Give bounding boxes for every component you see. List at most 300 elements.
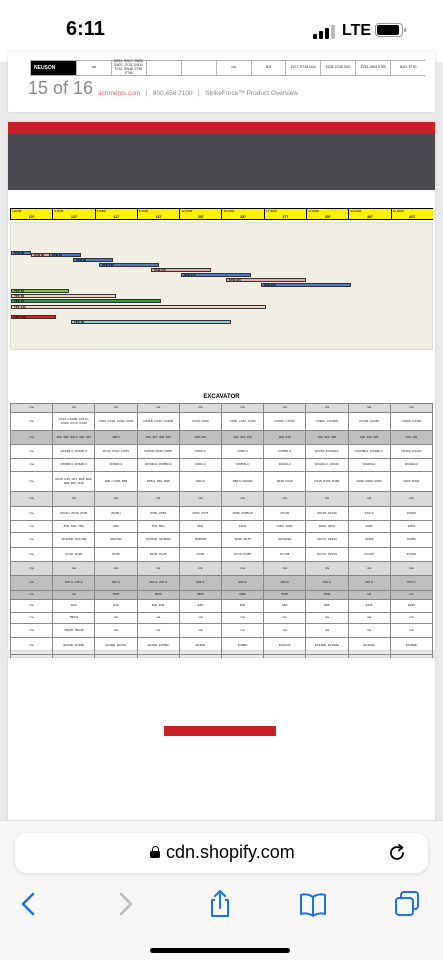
- table-cell: 470 G: [348, 576, 390, 591]
- table-cell: E16: [95, 600, 137, 613]
- header-red-band: [164, 726, 276, 736]
- table-cell: PC290: [390, 548, 432, 562]
- table-row: [11, 562, 433, 576]
- compatibility-table: [10, 403, 433, 693]
- table-cell: ZX85, ZX85US: [221, 507, 263, 521]
- table-cell: E45: [179, 600, 221, 613]
- table-cell: TB216: [53, 613, 95, 624]
- table-cell: 316, 318: [264, 431, 306, 445]
- weight-class-cell: [348, 208, 390, 220]
- table-cell: 160 G: [95, 576, 137, 591]
- table-cell: DX140-3: [264, 459, 306, 472]
- table-cell: n/a: [390, 613, 432, 624]
- table-cell: n/a: [11, 562, 53, 576]
- table-row: [11, 600, 433, 613]
- table-cell: 350 G: [264, 576, 306, 591]
- table-cell: n/a: [11, 624, 53, 638]
- table-cell: n/a: [348, 613, 390, 624]
- table-cell: DX350, DX420: [390, 445, 432, 459]
- table-cell: 9500: [306, 591, 348, 600]
- weight-class-cell: [52, 208, 94, 220]
- range-bar: [261, 283, 351, 287]
- table-cell: n/a: [95, 613, 137, 624]
- table-cell: n/a: [306, 613, 348, 624]
- range-bar: [11, 315, 56, 319]
- table-row: [11, 431, 433, 445]
- table-cell: EZ53, 8003 ET65: [355, 61, 390, 75]
- table-cell: EC88D: [221, 638, 263, 655]
- table-cell: n/a: [53, 591, 95, 600]
- table-cell: R145, R160, R180: [306, 472, 348, 492]
- range-bar: [11, 299, 161, 303]
- table-cell: n/a: [216, 61, 251, 75]
- pdf-page-next: [8, 658, 435, 828]
- table-cell: R30-7, R35, R55: [95, 472, 137, 492]
- table-cell: n/a: [95, 404, 137, 413]
- table-cell: n/a: [264, 624, 306, 638]
- table-cell: DX35R-3, DX62R-3: [53, 459, 95, 472]
- table-cell: 5000: [137, 591, 179, 600]
- table-cell: PC240: [348, 548, 390, 562]
- weight-class-weight: 8,000#: [138, 209, 149, 213]
- range-bar-label: STB 65: [52, 253, 63, 257]
- table-cell: 308, 310: [179, 431, 221, 445]
- table-cell: n/a: [11, 600, 53, 613]
- table-cell: n/a: [53, 562, 95, 576]
- weight-class-model: 607: [409, 215, 416, 219]
- table-cell: n/a: [390, 492, 432, 507]
- range-bar-label: TPC 75: [14, 299, 25, 303]
- table-cell: 75G, 85G: [137, 521, 179, 533]
- table-cell: n/a: [306, 624, 348, 638]
- table-cell: E145: [348, 600, 390, 613]
- table-row: [11, 404, 433, 413]
- table-row: [11, 507, 433, 521]
- table-cell: 3500: [95, 591, 137, 600]
- table-cell: DX85R-3: [264, 445, 306, 459]
- table-cell: ECR145: [264, 638, 306, 655]
- table-cell: R220, R250, R290: [348, 472, 390, 492]
- table-row: [11, 576, 433, 591]
- weight-class-cell: [391, 208, 433, 220]
- table-cell: n/a: [390, 591, 432, 600]
- footer-phone: 800.456.7100: [152, 90, 193, 97]
- table-row: [11, 638, 433, 655]
- table-cell: n/a: [179, 404, 221, 413]
- table-row: [11, 548, 433, 562]
- table-cell: n/a: [306, 562, 348, 576]
- table-cell: 8500: [264, 591, 306, 600]
- table-cell: 130 G, 135 G: [53, 576, 95, 591]
- table-cell: n/a: [76, 61, 111, 75]
- weight-class-cell: [306, 208, 348, 220]
- table-cell: 326, 330, 335: [348, 431, 390, 445]
- weight-class-weight: 3,000#: [54, 209, 64, 213]
- table-cell: n/a: [221, 492, 263, 507]
- table-cell: n/a: [137, 613, 179, 624]
- weight-class-weight: 12,000#: [181, 209, 193, 213]
- range-bar: [151, 268, 211, 272]
- table-cell: n/a: [221, 562, 263, 576]
- table-cell: [181, 61, 216, 75]
- table-cell: ZX130: [264, 507, 306, 521]
- table-cell: DX35Z, DX42, DX55: [137, 445, 179, 459]
- range-bar-label: TPC 110: [14, 315, 26, 319]
- table-cell: n/a: [264, 562, 306, 576]
- table-cell: n/a: [11, 413, 53, 431]
- table-cell: 50G, 60G, 75G: [53, 521, 95, 533]
- table-cell: SK55SR: [179, 533, 221, 548]
- table-cell: 6000: [221, 591, 263, 600]
- signal-icon: [313, 25, 335, 39]
- table-row: [11, 492, 433, 507]
- range-bar: [11, 305, 266, 309]
- table-cell: ZX50, ZX60: [137, 507, 179, 521]
- page-number: 15 of 16: [28, 78, 94, 98]
- table-cell: CX55, CX57, CX60: [221, 413, 263, 431]
- weight-class-cell: [179, 208, 221, 220]
- table-cell: n/a: [348, 562, 390, 576]
- table-cell: SK10SR, SK17SR: [53, 533, 95, 548]
- table-cell: ZX17U, ZX26, ZX35: [53, 507, 95, 521]
- table-cell: 210G: [348, 521, 390, 533]
- weight-class-weight: 17,000#: [265, 209, 277, 213]
- table-cell: n/a: [11, 459, 53, 472]
- table-cell: CX31B, CX35, CX36B: [137, 413, 179, 431]
- table-cell: n/a: [179, 562, 221, 576]
- table-cell: n/a: [306, 404, 348, 413]
- table-cell: 130G: [221, 521, 263, 533]
- table-row: [11, 521, 433, 533]
- range-bar: [11, 251, 31, 255]
- table-cell: EC35D, EC55D: [137, 638, 179, 655]
- table-cell: R80-9, R100W: [221, 472, 263, 492]
- table-cell: DX300LC: [348, 459, 390, 472]
- range-bar-label: STB 85: [34, 253, 45, 257]
- table-cell: R12S, R15, R17, R18, R22, R25, R27, R30: [53, 472, 95, 492]
- weight-class-model: 117: [113, 215, 120, 219]
- table-cell: E26, E35: [137, 600, 179, 613]
- table-cell: DX60-3: [221, 445, 263, 459]
- table-cell: n/a: [137, 562, 179, 576]
- weight-class-model: 137: [155, 215, 162, 219]
- table-cell: 290 G: [221, 576, 263, 591]
- table-cell: EZ17, ET38 1404: [285, 61, 320, 75]
- range-bar-label: STB 60: [14, 251, 25, 255]
- weight-class-model: 407: [367, 215, 373, 219]
- table-cell: EC160E, EC220E: [306, 638, 348, 655]
- header-dark-band: [8, 134, 435, 190]
- range-bar: [226, 278, 306, 282]
- range-bar-label: TPC 90: [74, 320, 85, 324]
- range-bar-label: TPC 85: [14, 294, 25, 298]
- table-cell: SK85, SK75: [221, 533, 263, 548]
- reload-icon[interactable]: [387, 843, 407, 863]
- table-row: [11, 445, 433, 459]
- table-cell: E60: [264, 600, 306, 613]
- table-cell: 135G, 160G: [264, 521, 306, 533]
- table-cell: n/a: [53, 404, 95, 413]
- table-cell: EC20E, EC27D: [95, 638, 137, 655]
- table-cell: R60-9: [179, 472, 221, 492]
- table-cell: SK27SR: [95, 533, 137, 548]
- range-bar: [49, 253, 81, 257]
- table-cell: PC170, PC210: [306, 548, 348, 562]
- range-bar: [99, 263, 159, 267]
- table-cell: n/a: [264, 613, 306, 624]
- weight-class-header: [10, 208, 433, 220]
- table-cell: EC60E: [179, 638, 221, 655]
- table-cell: SK350: [390, 533, 432, 548]
- table-cell: n/a: [179, 613, 221, 624]
- table-cell: CX145, CX235: [348, 413, 390, 431]
- table-cell: n/a: [264, 492, 306, 507]
- table-cell: SK170, SK210: [306, 533, 348, 548]
- table-cell: n/a: [11, 445, 53, 459]
- table-cell: PC35, PC45: [137, 548, 179, 562]
- table-cell: 302, 303, 303.5, 304, 305: [53, 431, 95, 445]
- table-cell: n/a: [221, 624, 263, 638]
- tabs-icon[interactable]: [392, 889, 422, 919]
- footer-url: achments.com: [98, 90, 141, 97]
- table-cell: ZX135, ZX160: [306, 507, 348, 521]
- table-cell: CX60C, CX75C: [264, 413, 306, 431]
- table-cell: 8003, ET90: [390, 61, 425, 75]
- table-cell: 245 G: [179, 576, 221, 591]
- footer-title: StrikeForce™ Product Overview: [205, 90, 298, 97]
- table-cell: 370 G: [306, 576, 348, 591]
- weight-class-cell: [95, 208, 137, 220]
- table-cell: 210 G, 225 G: [137, 576, 179, 591]
- table-cell: n/a: [53, 492, 95, 507]
- table-cell: E50: [221, 600, 263, 613]
- table-cell: CX24, CX26, CX30, CX31: [95, 413, 137, 431]
- table-cell: n/a: [264, 404, 306, 413]
- table-cell: E10: [53, 600, 95, 613]
- range-bar: [11, 289, 69, 293]
- weight-class-cell: [10, 208, 52, 220]
- page-footer: achments.com | 800.456.7100 | StrikeForce™ Product Overview: [98, 90, 298, 97]
- pdf-page-previous: [8, 52, 435, 112]
- table-cell: 245G: [390, 521, 432, 533]
- weight-class-weight: 15,000#: [223, 209, 235, 213]
- table-cell: TB225, TB235: [53, 624, 95, 638]
- table-cell: n/a: [179, 492, 221, 507]
- table-row: [11, 591, 433, 600]
- table-cell: ZX290: [390, 507, 432, 521]
- table-cell: n/a: [390, 624, 432, 638]
- header-red-band: [8, 122, 435, 134]
- table-cell: EZ28, EZ38 1501: [320, 61, 355, 75]
- weight-class-model: 127: [71, 215, 77, 219]
- range-chart: [10, 222, 433, 350]
- range-bar-label: STB 140: [184, 273, 196, 277]
- share-icon[interactable]: [205, 889, 235, 919]
- table-cell: R125, R140: [264, 472, 306, 492]
- table-cell: PC18, PC20: [53, 548, 95, 562]
- table-cell: 306, 307, 308, 309: [137, 431, 179, 445]
- range-bar-label: TPC 100: [14, 305, 26, 309]
- table-row: [11, 613, 433, 624]
- table-cell: 305.5: [95, 431, 137, 445]
- table-cell: n/a: [11, 591, 53, 600]
- table-cell: ZX60, ZX75: [179, 507, 221, 521]
- pdf-viewer[interactable]: [0, 59, 443, 820]
- brand-cell: NEUSON: [30, 61, 76, 75]
- weight-class-weight: 30,000#: [350, 209, 362, 213]
- table-cell: 320, 323, 325: [306, 431, 348, 445]
- table-cell: R55-9, R60, R80: [137, 472, 179, 492]
- table-cell: E85: [306, 600, 348, 613]
- table-cell: DX420LC: [390, 459, 432, 472]
- browser-bottom-bar: [0, 820, 443, 960]
- table-cell: 5500: [179, 591, 221, 600]
- table-cell: n/a: [11, 613, 53, 624]
- table-cell: 160G, 180G: [306, 521, 348, 533]
- weight-class-model: 207: [197, 215, 204, 219]
- table-cell: CX300, CX350: [390, 413, 432, 431]
- range-bar-label: TPC 65: [14, 289, 25, 293]
- table-cell: E235: [390, 600, 432, 613]
- table-cell: DX60R-3: [95, 459, 137, 472]
- table-cell: n/a: [11, 638, 53, 655]
- table-row: [11, 413, 433, 431]
- range-bar: [11, 294, 116, 298]
- range-bar-label: STB 160: [264, 283, 276, 287]
- table-cell: n/a: [11, 521, 53, 533]
- table-cell: n/a: [390, 404, 432, 413]
- table-cell: n/a: [348, 492, 390, 507]
- status-time: 6:11: [66, 18, 105, 40]
- table-cell: 312, 313, 315: [221, 431, 263, 445]
- table-cell: n/a: [221, 613, 263, 624]
- bookmarks-icon[interactable]: [298, 889, 328, 919]
- range-bar-label: STB 90: [76, 258, 87, 262]
- weight-class-model: 107: [28, 215, 35, 219]
- home-indicator: [150, 948, 290, 953]
- range-bar-label: STB 100: [102, 263, 114, 267]
- table-row: [11, 624, 433, 638]
- forward-icon[interactable]: [110, 889, 140, 919]
- table-cell: n/a: [11, 492, 53, 507]
- range-bar-label: STB 150: [229, 278, 241, 282]
- table-cell: DX140, DX160LC: [306, 445, 348, 459]
- lock-icon: [150, 846, 160, 858]
- table-cell: DX14R-3, DX18R-3: [53, 445, 95, 459]
- range-bar: [73, 258, 113, 262]
- table-cell: EC15E, EC18E: [53, 638, 95, 655]
- table-cell: DX60R-3, DX85R-3: [137, 459, 179, 472]
- table-cell: SK140SR: [264, 533, 306, 548]
- weight-class-model: 307: [324, 215, 331, 219]
- table-cell: PC138: [264, 548, 306, 562]
- table-cell: CX14, CX16B, CX17C, CX18, CX19, CX20: [53, 413, 95, 431]
- section-title: EXCAVATOR: [203, 394, 240, 400]
- table-cell: CX80C, CX130D: [306, 413, 348, 431]
- table-cell: PC55: [179, 548, 221, 562]
- table-cell: n/a: [179, 624, 221, 638]
- weight-class-weight: 8,000#: [96, 209, 106, 213]
- back-icon[interactable]: [14, 889, 44, 919]
- table-cell: 670 G: [390, 576, 432, 591]
- table-cell: SW11, SW17, SW20, SW21, ST28, SW34, ET51, SW38, ET65, ET65: [111, 61, 146, 75]
- range-bar-label: STB 115: [154, 268, 166, 272]
- table-cell: DX55-9: [179, 445, 221, 459]
- table-cell: n/a: [137, 492, 179, 507]
- table-cell: n/a: [348, 404, 390, 413]
- table-cell: [146, 61, 181, 75]
- table-cell: n/a: [11, 404, 53, 413]
- weight-class-weight: 2,000#: [12, 209, 22, 213]
- table-cell: n/a: [95, 562, 137, 576]
- weight-class-weight: 40,000#: [392, 209, 404, 213]
- weight-class-cell: [264, 208, 306, 220]
- weight-class-model: 257: [240, 215, 247, 219]
- table-cell: n/a: [137, 624, 179, 638]
- network-type: LTE: [342, 22, 372, 39]
- table-cell: n/a: [11, 533, 53, 548]
- table-cell: 85G: [179, 521, 221, 533]
- range-bar: [71, 320, 231, 324]
- table-cell: n/a: [137, 404, 179, 413]
- table-cell: 60G: [95, 521, 137, 533]
- table-cell: DX140LC, DX160: [306, 459, 348, 472]
- table-row: [30, 60, 425, 76]
- table-cell: DX62-3: [179, 459, 221, 472]
- address-bar[interactable]: [15, 833, 428, 873]
- table-cell: R300, R330: [390, 472, 432, 492]
- table-cell: CX49, CX50: [179, 413, 221, 431]
- table-cell: SK35SR, SK45SR: [137, 533, 179, 548]
- table-cell: EC380E: [390, 638, 432, 655]
- table-cell: PC30: [95, 548, 137, 562]
- browser-toolbar: [0, 881, 443, 931]
- table-cell: n/a: [11, 548, 53, 562]
- table-cell: n/a: [11, 507, 53, 521]
- table-cell: n/a: [348, 624, 390, 638]
- table-cell: n/a: [95, 624, 137, 638]
- table-cell: ZX210: [348, 507, 390, 521]
- range-bar: [181, 273, 251, 277]
- table-cell: DX255LC, DX300LC: [348, 445, 390, 459]
- table-cell: n/a: [390, 562, 432, 576]
- weight-class-model: 277: [282, 215, 289, 219]
- table-cell: n/a: [306, 492, 348, 507]
- table-cell: n/a: [348, 591, 390, 600]
- pdf-page-current: [8, 122, 435, 650]
- table-cell: PC78, PC88: [221, 548, 263, 562]
- table-cell: SK260: [348, 533, 390, 548]
- battery-icon: [375, 23, 403, 37]
- table-cell: n/a: [221, 404, 263, 413]
- weight-class-weight: 21,000#: [308, 209, 319, 213]
- table-row: [11, 472, 433, 492]
- weight-class-cell: [137, 208, 179, 220]
- table-cell: n/a: [11, 431, 53, 445]
- table-cell: n/a: [95, 492, 137, 507]
- table-row: [11, 533, 433, 548]
- url-text[interactable]: cdn.shopify.com: [166, 842, 295, 862]
- table-cell: EC300E: [348, 638, 390, 655]
- table-row: [11, 459, 433, 472]
- weight-class-cell: [221, 208, 263, 220]
- table-cell: DX19, DX27, DX35: [95, 445, 137, 459]
- table-cell: 336, 340: [390, 431, 432, 445]
- table-cell: n/a: [11, 576, 53, 591]
- table-cell: 803: [251, 61, 286, 75]
- table-cell: ZX35U: [95, 507, 137, 521]
- table-cell: DX85R-3: [221, 459, 263, 472]
